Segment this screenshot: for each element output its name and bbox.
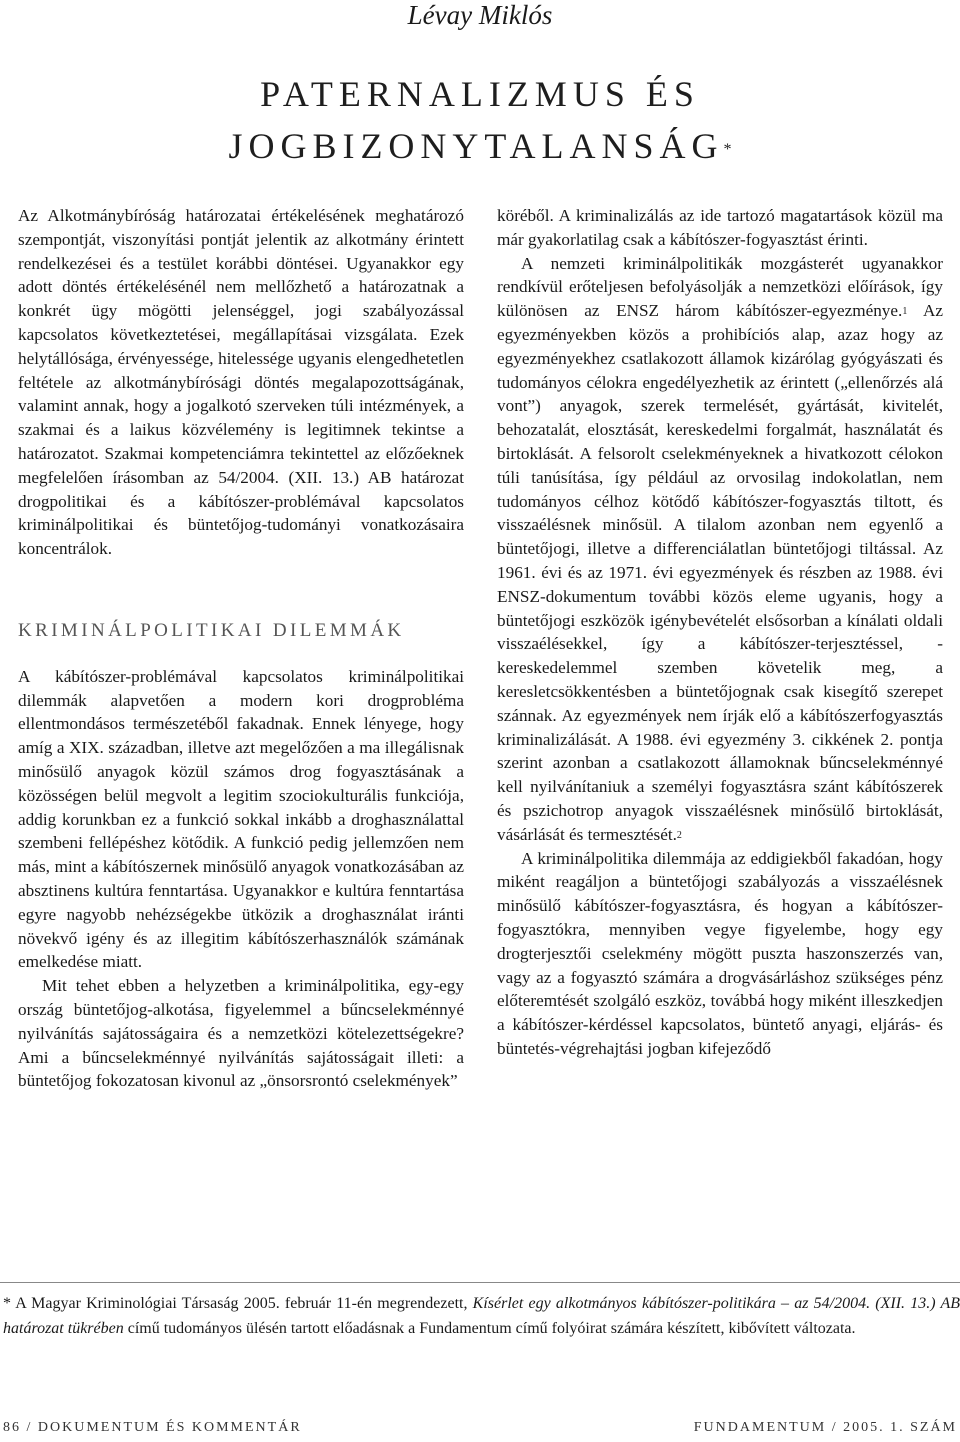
footnote-text-1: A Magyar Kriminológiai Társaság 2005. február 11-én megrendezett, [11,1295,473,1312]
footnote-text-2: című tudományos ülésén tartott előadásnak a Fundamentum című folyóirat számára készített, kibővített változata. [123,1319,856,1337]
right-paragraph-2-a: A nemzeti kriminálpolitikák mozgásterét ugyanakkor rendkívül erőteljesen befolyásolják a nemzetközi előírások, így különösen az ENSZ három kábítószer-egyezménye. [497,253,943,321]
intro-paragraph: Az Alkotmánybíróság határozatai értékelésének meghatározó szempontját, viszonyítási pontját jelentik az alkotmány érintett rendelkezései és a testület korábbi döntései. Ugyanakkor egy adott döntés értékelésénél nem mellőzhető a határozatnak a konkrét ügy mögötti jelenséggel, jogi szabályozással kapcsolatos következtetései, megállapításai vizsgálata. Ezek helytállósága, érvényessége, hitelessége ugyanis elengedhetetlen feltétele az alkotmánybírósági döntés megalapozottságának, valamint annak, hogy a jogalkotó szerveken túli intézmények, a szakmai és a laikus közvélemény is legitimnek tekintse a határozatot. Szakmai kompetenciámra tekintettel az előzőeknek megfelelően írásomban az 54/2004. (XII. 13.) AB határozat drogpolitikai és a kábítószer-problémával kapcsolatos kriminálpolitikai és büntetőjog-tudományi vonatkozásaira koncentrálok. [18,206,464,559]
section-heading: KRIMINÁLPOLITIKAI DILEMMÁK [18,619,405,641]
right-paragraph-2 [497,252,943,847]
title-line-1: PATERNALIZMUS ÉS [260,74,700,114]
left-column [18,204,464,1093]
section-paragraph-2: Mit tehet ebben a helyzetben a kriminálpolitika, egy-egy ország büntetőjog-alkotása, figyelemmel a bűncselekménnyé nyilvánítás sajátosságaira és a nemzetközi kötelezettségekre? Ami a bűncselekménnyé nyilvánítás sajátosságait illeti: a büntetőjog fokozatosan kivonul az „önsorsrontó cselekmények” [18,976,464,1091]
footer-journal-issue: FUNDAMENTUM / 2005. 1. SZÁM [693,1420,957,1435]
author-name: Lévay Miklós [407,0,553,30]
right-paragraph-3: A kriminálpolitika dilemmája az eddigiekből fakadóan, hogy miként reagáljon a büntetőjogi szabályozás a visszaélésnek minősülő kábítószer-fogyasztásra, és hogyan a kábítószer-fogyasztókra, mennyiben vegye figyelembe, hogy egy drogterjesztői cselekmény mögött puszta haszonszerzés van, vagy az a fogyasztó számára a drogvásárláshoz szükséges pénz előteremtését szolgáló eszköz, továbbá hogy miként illeszkedjen a kábítószer-kérdéssel kapcsolatos, büntető anyagi, eljárás- és büntetés-végrehajtási jogban kifejeződő [497,848,943,1058]
section-paragraph-1: A kábítószer-problémával kapcsolatos kriminálpolitikai dilemmák alapvetően a modern kori drogprobléma ellentmondásos természetéből fakadnak. Ennek lényege, hogy amíg a XIX. században, illetve azt megelőzően a ma illegálisnak minősülő anyagok közül számos drog fogyasztásának a közösségen belül megvolt a legitim szociokulturális funkciója, addig korunkban ez a funkció sokkal inkább a droghasználattal szembeni fellépéshez kötődik. A funkció pedig jellemzően nem más, mint a kábítószernek minősülő anyagok vonatkozásában az absztinens kultúra fenntartása. Ugyanakkor e kultúra fenntartása egyre nagyobb nehézségekbe ütközik a droghasználat iránti növekvő igény és az illegitim kábítószerhasználók számának emelkedése miatt. [18,666,464,972]
footnote-ref-2: 2 [676,829,682,841]
footnote-divider [0,1282,960,1283]
right-paragraph-1: köréből. A kriminalizálás az ide tartozó magatartások közül ma már gyakorlatilag csak a kábítószer-fogyasztást érinti. [497,206,943,249]
right-paragraph-2-b: Az egyezményekben közös a prohibíciós alap, azaz hogy az egyezményekhez csatlakozott államok kizárólag gyógyászati és tudományos célokra engedélyezhetik az érintett („ellenőrzés alá vont”) anyagok, szerek termelését, gyártását, kivitelét, behozatalát, elosztását, kereskedelmi forgalmát, használatát és birtoklását. A felsorolt cselekményeknek a hivatkozott célokon túli tanúsítása, így például az orvosilag indokolatlan, nem tudományos célhoz kötődő kábítószer-fogyasztás tiltott, és visszaélésnek minősül. A tilalom azonban nem egyenlő a büntetőjogi, illetve a differenciálatlan büntetőjogi tiltással. Az 1961. évi és az 1971. évi egyezmények és részben az 1988. évi ENSZ-dokumentum további közös eleme ugyanis, hogy a büntetőjogi eszközök igénybevételét elsősorban a kínálati oldali visszaélésekkel, így a kábítószer-terjesztéssel, -kereskedelemmel szemben követelik meg, a keresletcsökkentésben a büntetőjognak csak kisegítő szerepet szánnak. Az egyezmények nem írják elő a kábítószerfogyasztás kriminalizálását. A 1988. évi egyezmény 3. cikkének 2. pontja szerint azonban a csatlakozott államoknak bűncselekménnyé kell nyilvánítaniuk a személyi fogyasztásra szánt kábítószerek és pszichotrop anyagok visszaélésnek minősülő birtoklását, vásárlását és termesztését. [497,301,944,844]
title-footnote-mark: * [723,141,732,158]
right-column [497,204,943,1061]
title-line-2 [0,120,960,172]
footnote [3,1292,960,1341]
title-line-2-text: JOGBIZONYTALANSÁG [228,126,724,166]
footnote-italic-title: Kísérlet egy alkotmányos kábítószer-politikára – az 54/2004. (XII. 13.) AB határozat tükrében [3,1295,960,1337]
footnote-ref-1: 1 [902,306,908,318]
footnote-mark: * [3,1295,11,1312]
footer-section-label: 86 / DOKUMENTUM ÉS KOMMENTÁR [3,1420,302,1435]
article-title [0,68,960,172]
